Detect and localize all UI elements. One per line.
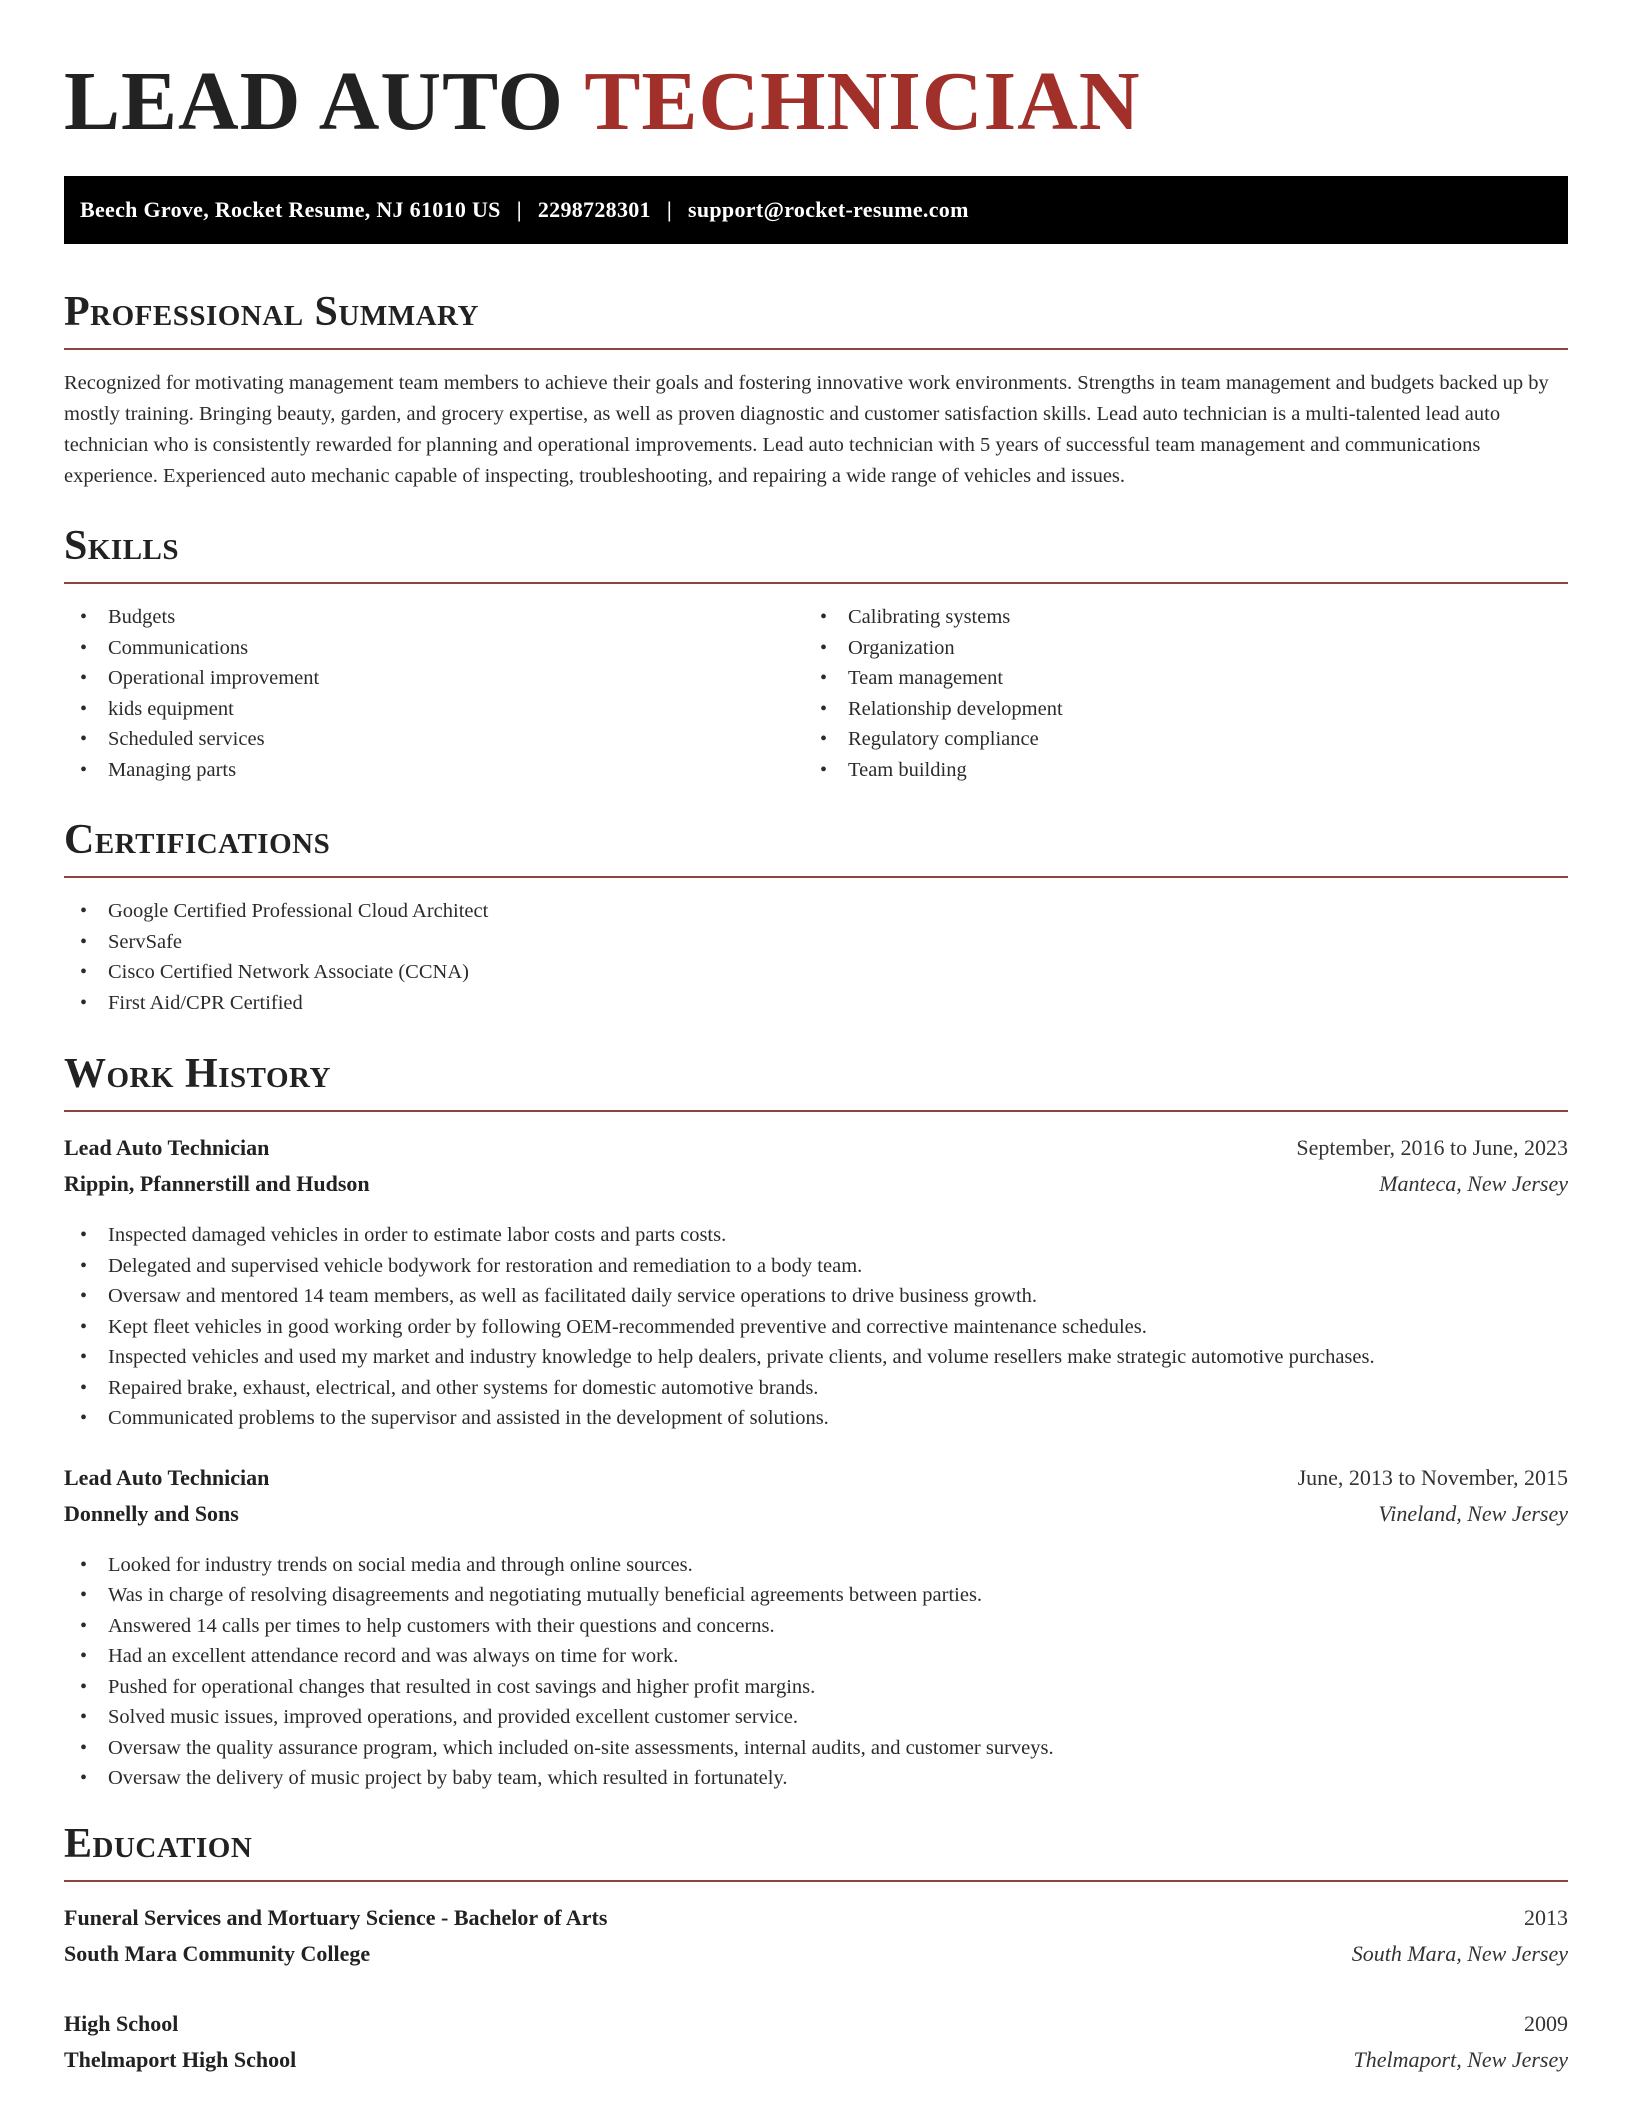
job-duty: • Delegated and supervised vehicle bodywork for restoration and remediation to a body team. [64,1251,1568,1282]
skills-list-left [64,602,804,785]
skill-item: • Scheduled services [64,724,804,755]
education-entry [64,2006,1568,2078]
job-duty: • Was in charge of resolving disagreements and negotiating mutually beneficial agreements between parties. [64,1580,1568,1611]
title-main: LEAD AUTO [64,55,564,148]
job-duty: • Communicated problems to the supervisor and assisted in the development of solutions. [64,1403,1568,1434]
job-dates: September, 2016 to June, 2023 [1296,1135,1568,1160]
section-divider [64,876,1568,878]
job-duty: • Pushed for operational changes that resulted in cost savings and higher profit margins. [64,1672,1568,1703]
title-accent: TECHNICIAN [584,55,1141,148]
section-heading: Work History [64,1051,331,1097]
job-duty: • Oversaw the delivery of music project by baby team, which resulted in fortunately. [64,1763,1568,1794]
degree-row [64,1900,1568,1936]
skill-item: • Managing parts [64,755,804,786]
job-location: Vineland, New Jersey [1378,1500,1568,1526]
job-entry [64,1460,1568,1794]
section-heading: Certifications [64,817,331,863]
degree-row [64,2006,1568,2042]
contact-phone: 2298728301 [537,197,651,222]
contact-bar [64,176,1568,244]
job-duty: • Repaired brake, exhaust, electrical, and other systems for domestic automotive brands. [64,1373,1568,1404]
certification-item: • ServSafe [64,927,1568,958]
school-location: Thelmaport, New Jersey [1353,2047,1568,2072]
skill-item: • Operational improvement [64,663,804,694]
contact-separator: | [666,197,672,222]
job-title: Lead Auto Technician [64,1464,270,1490]
skill-item: • Team management [804,663,1544,694]
section-heading: Skills [64,523,180,569]
skill-item: • Team building [804,755,1544,786]
job-company-row [64,1496,1568,1532]
skill-item: • Relationship development [804,694,1544,725]
summary-text: Recognized for motivating management team members to achieve their goals and fostering innovative work environments. Strengths in team management and budgets backed up by mostly training. Bringing beauty, garden, and grocery expertise, as well as proven diagnostic and customer satisfaction skills. Lead auto technician is a multi-talented lead auto technician who is consistently rewarded for planning and operational improvements. Lead auto technician with 5 years of successful team management and communications experience. Experienced auto mechanic capable of inspecting, troubleshooting, and repairing a wide range of vehicles and issues. [64,372,1549,487]
school-row [64,1936,1568,1972]
job-duty: • Inspected damaged vehicles in order to estimate labor costs and parts costs. [64,1220,1568,1251]
skill-item: • Calibrating systems [804,602,1544,633]
skill-item: • kids equipment [64,694,804,725]
job-duty: • Kept fleet vehicles in good working order by following OEM-recommended preventive and corrective maintenance schedules. [64,1312,1568,1343]
job-duty: • Solved music issues, improved operations, and provided excellent customer service. [64,1702,1568,1733]
skill-item: • Organization [804,633,1544,664]
skill-item: • Budgets [64,602,804,633]
job-location: Manteca, New Jersey [1379,1171,1568,1196]
certifications-list [64,896,1568,1018]
education-entry [64,1900,1568,1972]
skills-section [64,522,1568,785]
school-row [64,2042,1568,2078]
job-duty: • Inspected vehicles and used my market and industry knowledge to help dealers, private clients, and volume resellers make strategic automotive purchases. [64,1342,1568,1373]
job-company: Rippin, Pfannerstill and Hudson [64,1171,370,1196]
job-company: Donnelly and Sons [64,1500,239,1526]
section-heading: Professional Summary [64,289,479,335]
work-history-section [64,1050,1568,1794]
resume-title [64,0,1568,176]
contact-address: Beech Grove, Rocket Resume, NJ 61010 US [80,197,501,222]
job-duty: • Had an excellent attendance record and was always on time for work. [64,1641,1568,1672]
job-company-row [64,1166,1568,1202]
school-location: South Mara, New Jersey [1351,1941,1568,1966]
skills-list-right [804,602,1544,785]
job-duty: • Answered 14 calls per times to help customers with their questions and concerns. [64,1611,1568,1642]
job-dates: June, 2013 to November, 2015 [1297,1464,1568,1490]
degree-name: Funeral Services and Mortuary Science - Bachelor of Arts [64,1905,608,1930]
job-title: Lead Auto Technician [64,1135,270,1160]
degree-name: High School [64,2011,179,2036]
section-divider [64,1880,1568,1882]
job-duty: • Looked for industry trends on social media and through online sources. [64,1550,1568,1581]
section-heading: Education [64,1821,253,1867]
summary-section [64,288,1568,492]
contact-separator: | [516,197,522,222]
certification-item: • First Aid/CPR Certified [64,988,1568,1019]
section-divider [64,582,1568,584]
job-duty: • Oversaw and mentored 14 team members, as well as facilitated daily service operations to drive business growth. [64,1281,1568,1312]
graduation-year: 2013 [1524,1905,1568,1930]
certifications-section [64,816,1568,1018]
skill-item: • Regulatory compliance [804,724,1544,755]
job-entry [64,1130,1568,1434]
school-name: Thelmaport High School [64,2047,297,2072]
job-title-row [64,1130,1568,1166]
section-divider [64,348,1568,350]
job-duty: • Oversaw the quality assurance program, which included on-site assessments, internal audits, and customer surveys. [64,1733,1568,1764]
job-title-row [64,1460,1568,1496]
certification-item: • Cisco Certified Network Associate (CCNA) [64,957,1568,988]
school-name: South Mara Community College [64,1941,371,1966]
certification-item: • Google Certified Professional Cloud Architect [64,896,1568,927]
section-divider [64,1110,1568,1112]
job-duties-list [64,1220,1568,1434]
job-duties-list [64,1550,1568,1794]
skills-grid [64,602,1568,785]
contact-email: support@rocket-resume.com [688,197,969,222]
graduation-year: 2009 [1524,2011,1568,2036]
skill-item: • Communications [64,633,804,664]
education-section [64,1820,1568,2078]
